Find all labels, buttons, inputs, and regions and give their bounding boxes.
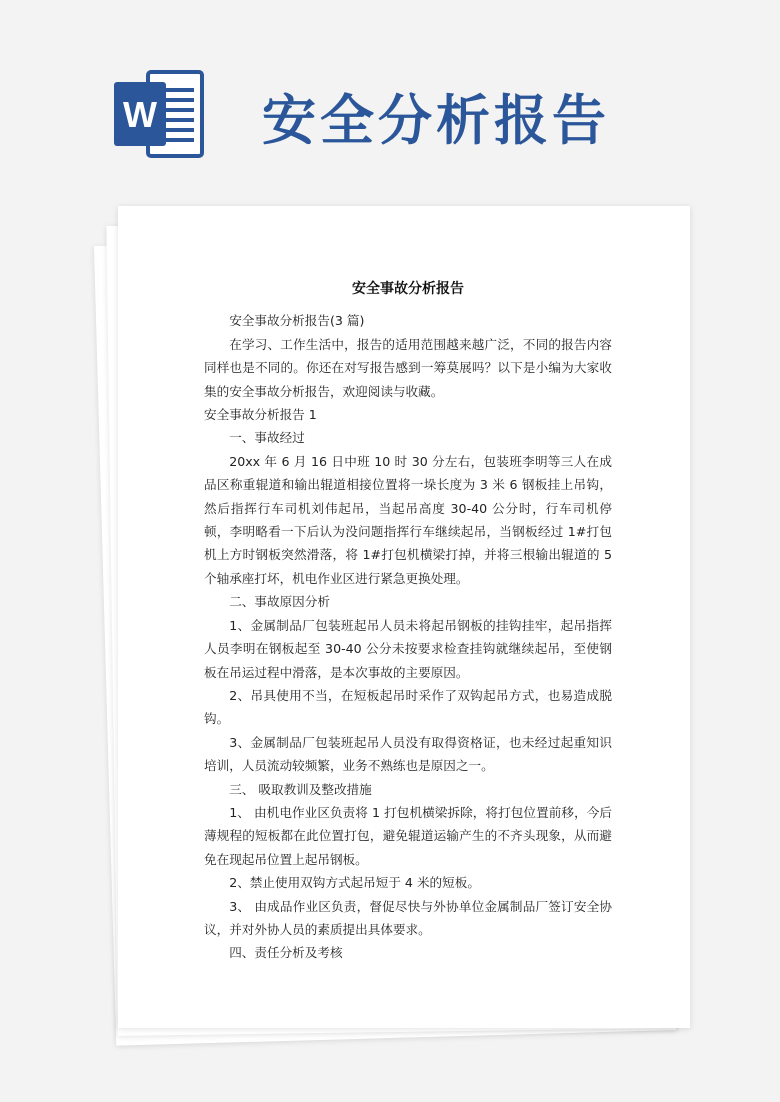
paragraph: 二、事故原因分析 [229,594,330,610]
page-title: 安全分析报告 [262,89,610,152]
paragraph: 四、责任分析及考核 [229,945,343,961]
document-page [118,206,690,1028]
paragraph: 安全事故分析报告(3 篇) [229,313,365,329]
paragraph: 2、吊具使用不当，在短板起吊时采作了双钩起吊方式，也易造成脱钩。 [204,687,612,727]
paragraph: 1、金属制品厂包装班起吊人员未将起吊钢板的挂钩挂牢，起吊指挥人员李明在钢板起至 30-40 公分未按要求检查挂钩就继续起吊，至使钢板在吊运过程中滑落，是本次事故的主要原因。 [204,617,612,680]
paragraph-list [204,309,612,964]
word-icon [110,64,210,164]
word-logo-letter: W [123,94,157,135]
paragraph: 3、金属制品厂包装班起吊人员没有取得资格证，也未经过起重知识培训，人员流动较频繁，业务不熟练也是原因之一。 [204,734,612,774]
document-title: 安全事故分析报告 [352,281,464,297]
document-body [204,278,612,965]
paragraph: 3、 由成品作业区负责，督促尽快与外协单位金属制品厂签订安全协议，并对外协人员的素质提出具体要求。 [204,898,612,937]
paragraph: 一、事故经过 [229,430,305,446]
banner-header [0,0,780,200]
paragraph: 2、禁止使用双钩方式起吊短于 4 米的短板。 [229,875,480,891]
paragraph: 三、 吸取教训及整改措施 [229,781,372,797]
paragraph: 在学习、工作生活中，报告的适用范围越来越广泛，不同的报告内容同样也是不同的。你还在对写报告感到一筹莫展吗？以下是小编为大家收集的安全事故分析报告，欢迎阅读与收藏。 [204,336,612,399]
paragraph: 安全事故分析报告 1 [204,407,317,423]
paragraph: 1、 由机电作业区负责将 1 打包机横梁拆除，将打包位置前移，今后薄规程的短板都在此位置打包，避免辊道运输产生的不齐头现象，从而避免在现起吊位置上起吊钢板。 [204,804,612,867]
paragraph: 20xx 年 6 月 16 日中班 10 时 30 分左右，包装班李明等三人在成品区称重辊道和输出辊道相接位置将一垛长度为 3 米 6 钢板挂上吊钩，然后指挥行车司机刘伟起吊，当起吊高度 30-40 公分时，行车司机停顿，李明略看一下后认为没问题指挥行车继续起吊，当钢板经过 1#打包机上方时钢板突然滑落，将 1#打包机横梁打掉，并将三根输出辊道的 5 个轴承座打坏，机电作业区进行紧急更换处理。 [204,453,612,586]
